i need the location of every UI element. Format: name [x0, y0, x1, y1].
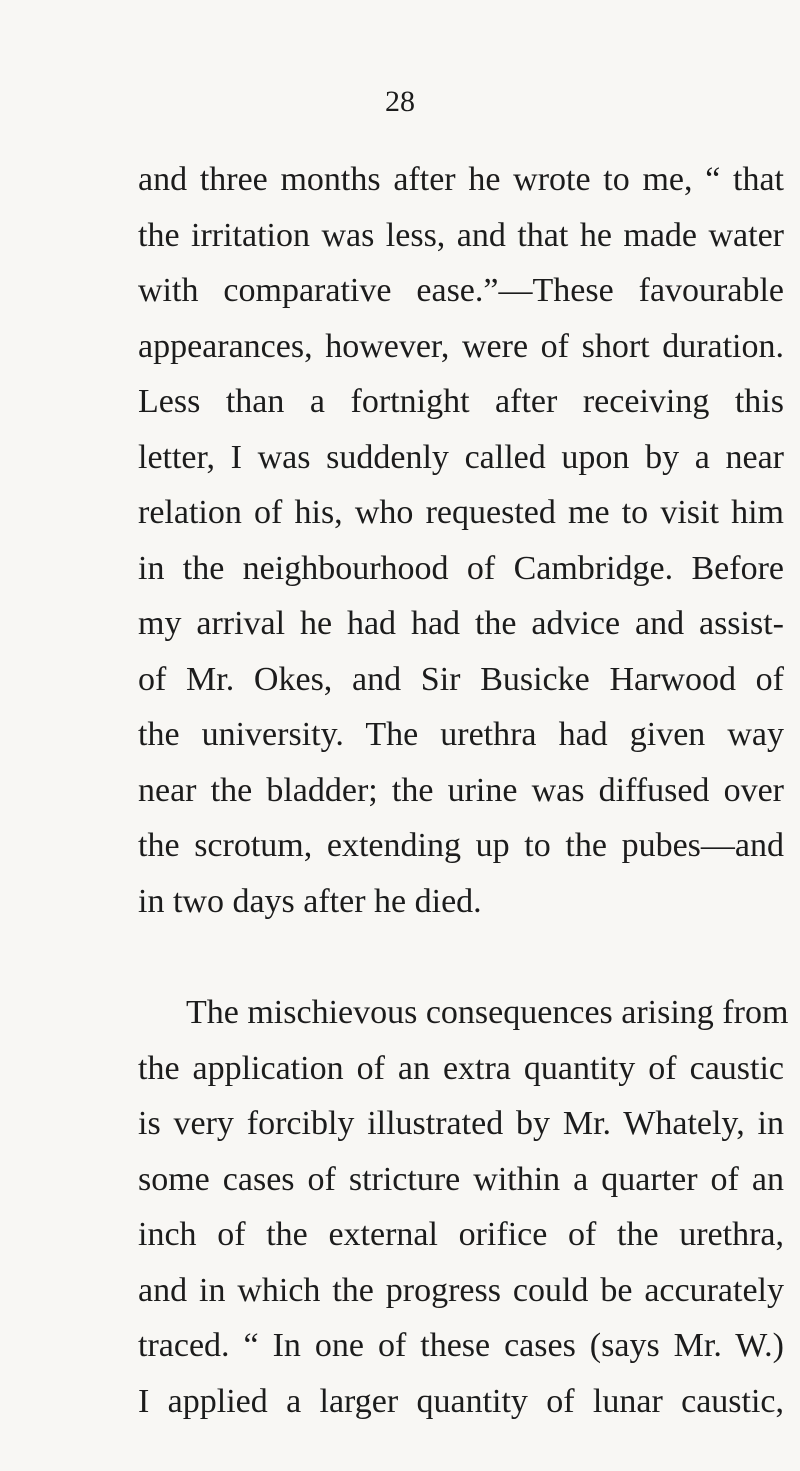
text-line: the university. The urethra had given way: [138, 716, 784, 753]
text-line: the application of an extra quantity of caustic: [138, 1050, 784, 1087]
text-line: my arrival he had had the advice and assist-: [138, 605, 784, 642]
text-line: the irritation was less, and that he made water: [138, 217, 784, 254]
text-line: is very forcibly illustrated by Mr. Whately, in: [138, 1105, 784, 1142]
text-line: traced. “ In one of these cases (says Mr. W.): [138, 1327, 784, 1364]
text-line: in the neighbourhood of Cambridge. Before: [138, 550, 784, 587]
text-line: Less than a fortnight after receiving this: [138, 383, 784, 420]
text-line: in two days after he died.: [138, 883, 482, 920]
text-line: I applied a larger quantity of lunar caustic,: [138, 1383, 784, 1420]
text-line: letter, I was suddenly called upon by a near: [138, 439, 784, 476]
text-line: near the bladder; the urine was diffused over: [138, 772, 784, 809]
text-line: of Mr. Okes, and Sir Busicke Harwood of: [138, 661, 784, 698]
text-line: with comparative ease.”—These favourable: [138, 272, 784, 309]
text-line: and in which the progress could be accurately: [138, 1272, 784, 1309]
page-number: 28: [385, 85, 415, 118]
text-line: the scrotum, extending up to the pubes—and: [138, 827, 784, 864]
text-line: appearances, however, were of short duration.: [138, 328, 784, 365]
text-line: some cases of stricture within a quarter of an: [138, 1161, 784, 1198]
text-line: and three months after he wrote to me, “ that: [138, 161, 784, 198]
text-line: relation of his, who requested me to visit him: [138, 494, 784, 531]
text-line: The mischievous consequences arising from: [186, 994, 789, 1031]
text-line: inch of the external orifice of the urethra,: [138, 1216, 784, 1253]
